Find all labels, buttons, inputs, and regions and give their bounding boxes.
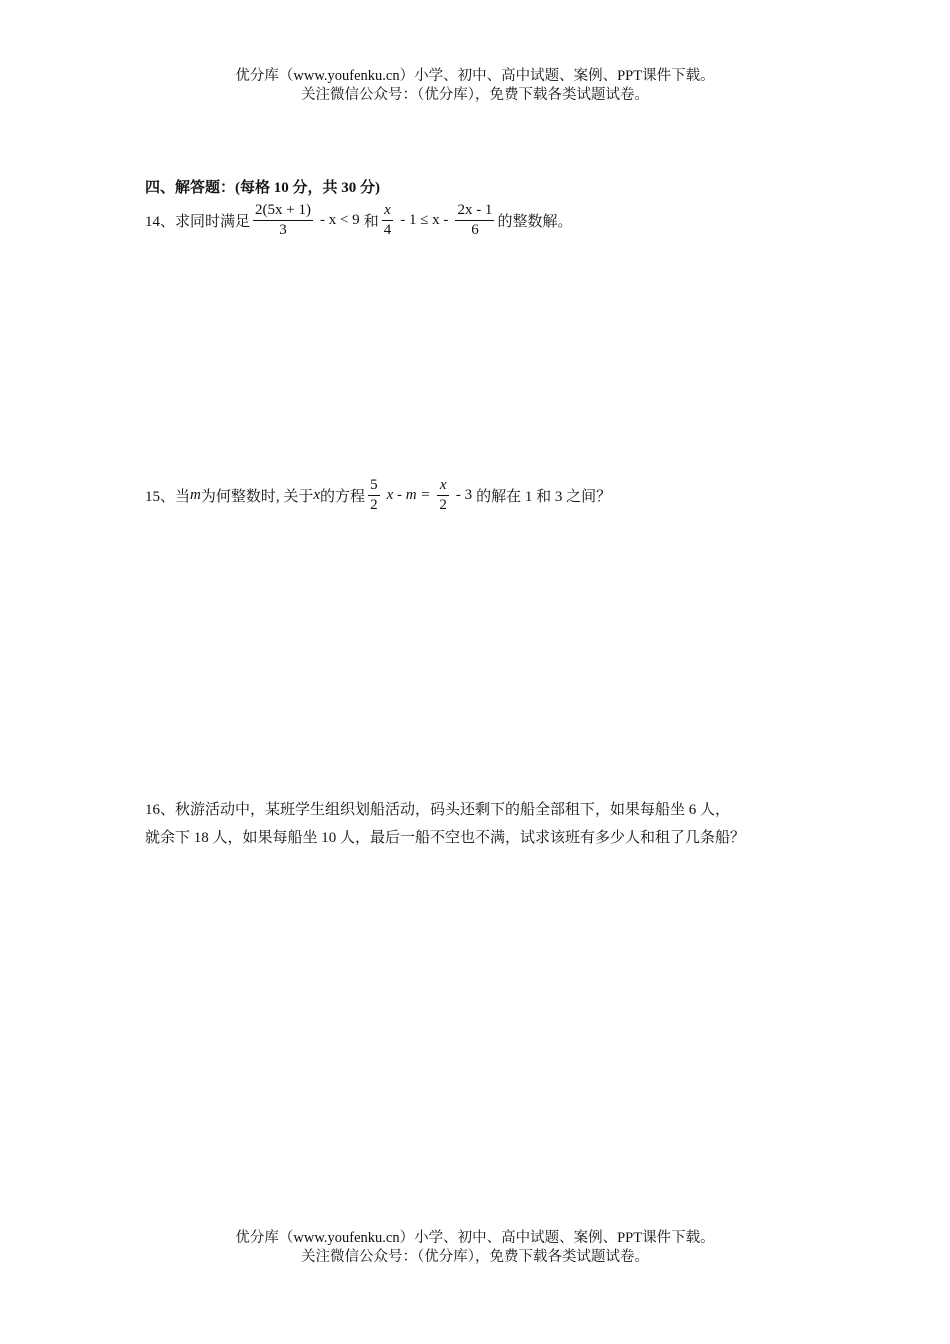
q15-frac1-denominator: 2	[370, 497, 378, 513]
question-16	[145, 796, 815, 852]
q15-mid-1: x - m =	[386, 487, 431, 503]
q15-mid-2: - 3	[455, 487, 473, 503]
page-header	[0, 67, 950, 105]
question-14	[145, 201, 572, 240]
section-title: 四、解答题：(每格 10 分，共 30 分)	[145, 180, 380, 196]
q15-frac2-denominator: 2	[439, 497, 447, 513]
q14-conjunction: 和	[363, 214, 379, 230]
q15-fraction-1	[368, 476, 380, 515]
q14-prefix: 14、求同时满足	[145, 214, 251, 230]
q15-prefix: 15、当	[145, 489, 191, 505]
q14-frac3-numerator: 2x - 1	[457, 202, 493, 218]
q14-suffix: 的整数解。	[497, 214, 573, 230]
footer-line-2: 关注微信公众号：（优分库），免费下载各类试题试卷。	[301, 1249, 649, 1265]
q15-fraction-2	[437, 476, 449, 515]
header-line-2: 关注微信公众号：（优分库），免费下载各类试题试卷。	[301, 87, 649, 103]
q14-fraction-1	[253, 201, 313, 240]
question-15	[145, 476, 611, 515]
q15-frac1-numerator: 5	[370, 477, 378, 493]
footer-line-1: 优分库（www.youfenku.cn）小学、初中、高中试题、案例、PPT课件下载。	[235, 1230, 715, 1246]
q14-mid-2: - 1 ≤ x -	[400, 212, 449, 228]
header-line-1: 优分库（www.youfenku.cn）小学、初中、高中试题、案例、PPT课件下载。	[235, 68, 715, 84]
page-footer	[0, 1229, 950, 1267]
q15-suffix: 的解在 1 和 3 之间？	[476, 489, 612, 505]
q14-frac2-numerator: x	[384, 202, 391, 218]
q16-line-1: 16、秋游活动中，某班学生组织划船活动，码头还剩下的船全部租下，如果每船坐 6 人，	[145, 802, 731, 818]
q14-frac3-denominator: 6	[471, 222, 479, 238]
q16-line-2: 就余下 18 人，如果每船坐 10 人，最后一船不空也不满，试求该班有多少人和租了几条船？	[145, 830, 746, 846]
q14-frac1-denominator: 3	[279, 222, 287, 238]
q15-frac2-numerator: x	[439, 477, 447, 493]
q15-text-1: 为何整数时, 关于	[200, 489, 314, 505]
q15-text-2: 的方程	[320, 489, 366, 505]
q14-frac2-denominator: 4	[383, 222, 392, 238]
q14-frac1-numerator: 2(5x + 1)	[255, 202, 311, 218]
q14-fraction-2	[382, 201, 394, 240]
q14-mid-1: - x < 9	[319, 212, 360, 228]
q15-variable-x: x	[313, 487, 321, 503]
q14-fraction-3	[455, 201, 494, 240]
q15-variable-m: m	[190, 487, 201, 503]
